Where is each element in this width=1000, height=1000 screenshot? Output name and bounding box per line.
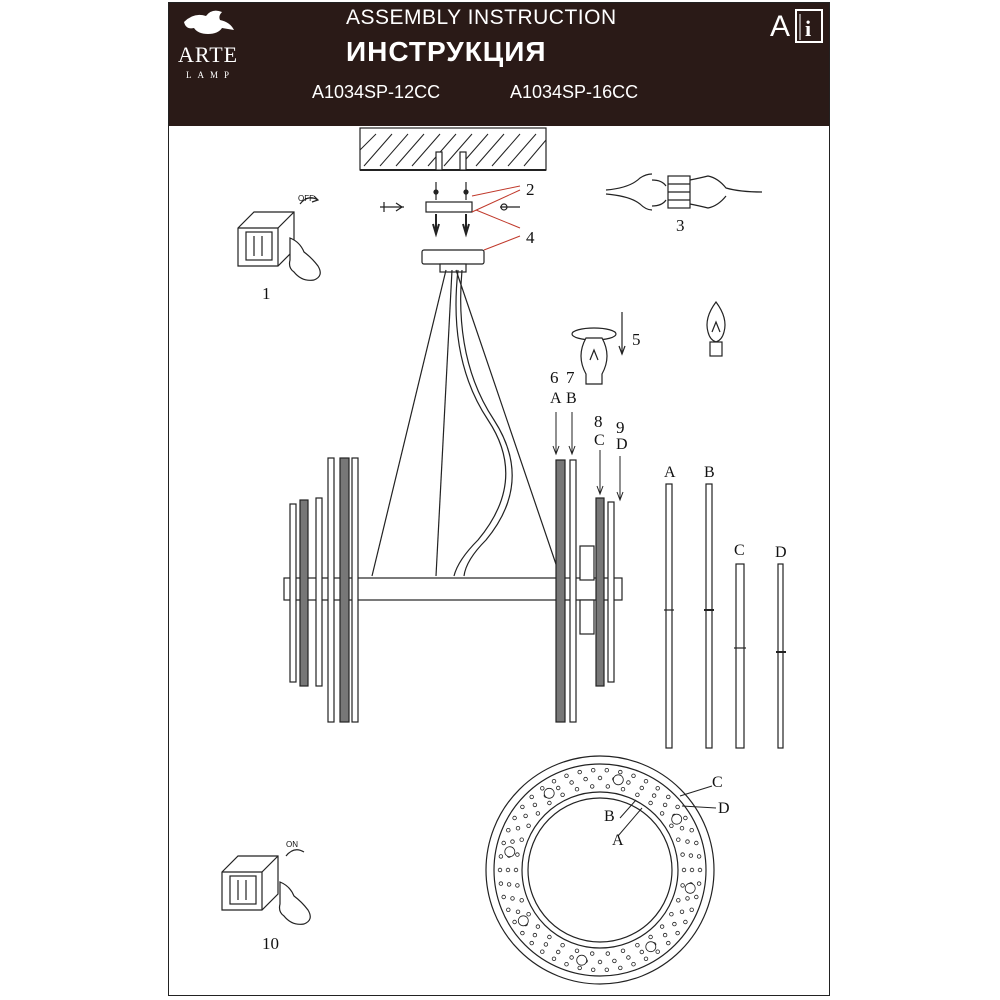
step-number-7: 7 <box>566 368 575 387</box>
ring-dot <box>565 774 569 778</box>
ring-dot <box>498 868 502 872</box>
ring-dot <box>578 966 582 970</box>
ring-dot <box>621 949 625 953</box>
ring-mount-hole <box>672 814 682 824</box>
ring-dot <box>690 868 694 872</box>
ring-dot <box>536 925 540 929</box>
rod-a-label: A <box>664 464 676 481</box>
ring-dot <box>565 962 569 966</box>
ring-dot <box>541 787 545 791</box>
ring-dot <box>667 941 671 945</box>
ring-dot <box>598 776 602 780</box>
ring-dot <box>619 770 623 774</box>
ring-dot <box>527 824 531 828</box>
step-number-8: 8 <box>594 412 603 431</box>
ring-mount-hole <box>685 883 695 893</box>
ring-dot <box>548 935 552 939</box>
ring-dot <box>644 957 648 961</box>
ring-dot <box>627 956 631 960</box>
ring-dot <box>667 795 671 799</box>
ring-b-label: B <box>604 808 615 825</box>
ring-dot <box>627 781 631 785</box>
ring-dot <box>690 908 694 912</box>
ring-dot <box>521 931 525 935</box>
ring-dot <box>673 922 677 926</box>
ring-dot <box>660 925 664 929</box>
ring-dot <box>541 950 545 954</box>
ring-dot <box>520 899 524 903</box>
ring-dot <box>686 897 690 901</box>
ring-dot <box>689 854 693 858</box>
ring-dot <box>516 826 520 830</box>
ring-dot <box>684 920 688 924</box>
ring-dot <box>520 838 524 842</box>
ring-d-label: D <box>718 800 730 817</box>
ring-leaders <box>618 786 716 836</box>
ring-dot <box>606 952 610 956</box>
ring-dot <box>552 957 556 961</box>
step-number-6: 6 <box>550 368 559 387</box>
ring-mount-hole <box>613 775 623 785</box>
ring-dot <box>506 868 510 872</box>
ring-dot <box>548 801 552 805</box>
ring-dot <box>575 949 579 953</box>
ring-dot <box>681 884 685 888</box>
ring-dot <box>670 824 674 828</box>
ring-dot <box>656 950 660 954</box>
candle-bulb-icon <box>707 302 725 356</box>
language-code: A <box>770 10 791 43</box>
mounting-bracket <box>426 182 472 234</box>
ring-dot <box>584 777 588 781</box>
ring-dot <box>670 912 674 916</box>
ring-dot <box>632 774 636 778</box>
model-number-16: A1034SP-16CC <box>510 82 639 102</box>
step-number-10: 10 <box>262 934 279 953</box>
ring-dot <box>570 956 574 960</box>
switch-on-icon <box>222 850 310 925</box>
rod-c-label: C <box>734 542 745 559</box>
title-russian: ИНСТРУКЦИЯ <box>346 36 547 67</box>
ring-dot <box>676 931 680 935</box>
ring-dot <box>556 786 560 790</box>
ring-dot <box>561 793 565 797</box>
ring-mount-hole <box>544 788 554 798</box>
ring-dot <box>552 779 556 783</box>
ring-dot <box>695 841 699 845</box>
ring-mount-hole <box>577 955 587 965</box>
ring-dot <box>514 868 518 872</box>
ring-dot <box>511 897 515 901</box>
ring-dot <box>605 768 609 772</box>
step-number-4: 4 <box>526 228 535 247</box>
ring-dot <box>621 787 625 791</box>
ring-dot <box>660 812 664 816</box>
ring-dot <box>644 779 648 783</box>
ring-dot <box>578 770 582 774</box>
ring-dot <box>507 828 511 832</box>
ring-dot <box>590 785 594 789</box>
ring-dot <box>682 868 686 872</box>
ring-dot <box>606 785 610 789</box>
ring-dot <box>544 943 548 947</box>
switch-on-label: ON <box>286 840 298 849</box>
switch-off-label: OFF <box>298 194 314 203</box>
ring-dot <box>590 952 594 956</box>
ring-dot <box>516 853 520 857</box>
step8-part-label: C <box>594 432 605 449</box>
ring-c-label: C <box>712 774 723 791</box>
ring-dot <box>516 910 520 914</box>
ring-dot <box>570 781 574 785</box>
ring-mount-hole <box>518 916 528 926</box>
ring-dot <box>598 960 602 964</box>
rod-d-label: D <box>775 544 787 561</box>
ring-dot <box>511 840 515 844</box>
ring-dot <box>536 812 540 816</box>
rod-b-label: B <box>704 464 715 481</box>
brand-subtitle: LAMP <box>186 70 236 80</box>
spare-rods <box>664 484 786 748</box>
step-number-9: 9 <box>616 418 625 437</box>
ring-dot <box>676 805 680 809</box>
ring-dot <box>513 920 517 924</box>
wire-connector-icon <box>606 174 762 210</box>
ring-dot <box>663 803 667 807</box>
ring-dot <box>680 826 684 830</box>
ring-dot <box>556 950 560 954</box>
ring-dot <box>502 841 506 845</box>
ring-dot <box>677 838 681 842</box>
svg-text:i: i <box>805 16 812 41</box>
ring-dot <box>697 855 701 859</box>
hand-icon <box>290 238 321 280</box>
ring-a-label: A <box>612 832 624 849</box>
ring-dot <box>530 795 534 799</box>
ring-dot <box>686 840 690 844</box>
ring-dot <box>575 787 579 791</box>
ring-dot <box>499 855 503 859</box>
ring-dot <box>677 899 681 903</box>
step-number-2: 2 <box>526 180 535 199</box>
ring-dot <box>502 895 506 899</box>
ring-dot <box>698 868 702 872</box>
ring-dot <box>640 786 644 790</box>
ring-dot <box>619 966 623 970</box>
ring-mount-hole <box>505 847 515 857</box>
ring-dot <box>636 793 640 797</box>
ceiling-hatch-icon <box>360 128 546 170</box>
ring-dot <box>695 895 699 899</box>
ring-dot <box>507 908 511 912</box>
ring-dot <box>697 882 701 886</box>
ring-dot <box>652 794 656 798</box>
ring-dot <box>521 805 525 809</box>
step7-part-label: B <box>566 390 577 407</box>
ring-dot <box>527 912 531 916</box>
step9-part-label: D <box>616 436 628 453</box>
ring-dot <box>681 853 685 857</box>
ring-dot <box>613 959 617 963</box>
brand-name: ARTE <box>178 42 239 67</box>
ring-dot <box>513 816 517 820</box>
ring-dot <box>636 943 640 947</box>
ring-top-view <box>486 756 714 984</box>
ring-dot <box>591 768 595 772</box>
ring-dot <box>649 935 653 939</box>
ring-dot <box>530 941 534 945</box>
step-number-3: 3 <box>676 216 685 235</box>
step-number-5: 5 <box>632 330 641 349</box>
ring-dot <box>663 933 667 937</box>
ring-dot <box>524 814 528 818</box>
ring-dot <box>640 950 644 954</box>
ring-dot <box>533 803 537 807</box>
step-number-1: 1 <box>262 284 271 303</box>
ring-dot <box>605 968 609 972</box>
model-number-12: A1034SP-12CC <box>312 82 441 102</box>
ring-dot <box>507 883 511 887</box>
ring-dot <box>516 884 520 888</box>
ring-mount-hole <box>646 942 656 952</box>
ring-dot <box>632 962 636 966</box>
ring-dot <box>680 910 684 914</box>
bulb-icon <box>572 312 625 384</box>
ring-dot <box>533 933 537 937</box>
ring-dot <box>499 882 503 886</box>
ring-dot <box>561 943 565 947</box>
canopy <box>422 250 484 264</box>
ring-dot <box>684 816 688 820</box>
title-english: ASSEMBLY INSTRUCTION <box>346 6 617 29</box>
ring-dot <box>690 828 694 832</box>
ring-dot <box>591 968 595 972</box>
ring-dot <box>649 801 653 805</box>
step6-part-label: A <box>550 390 562 407</box>
ring-dot <box>656 787 660 791</box>
suspension-wires <box>372 270 560 576</box>
